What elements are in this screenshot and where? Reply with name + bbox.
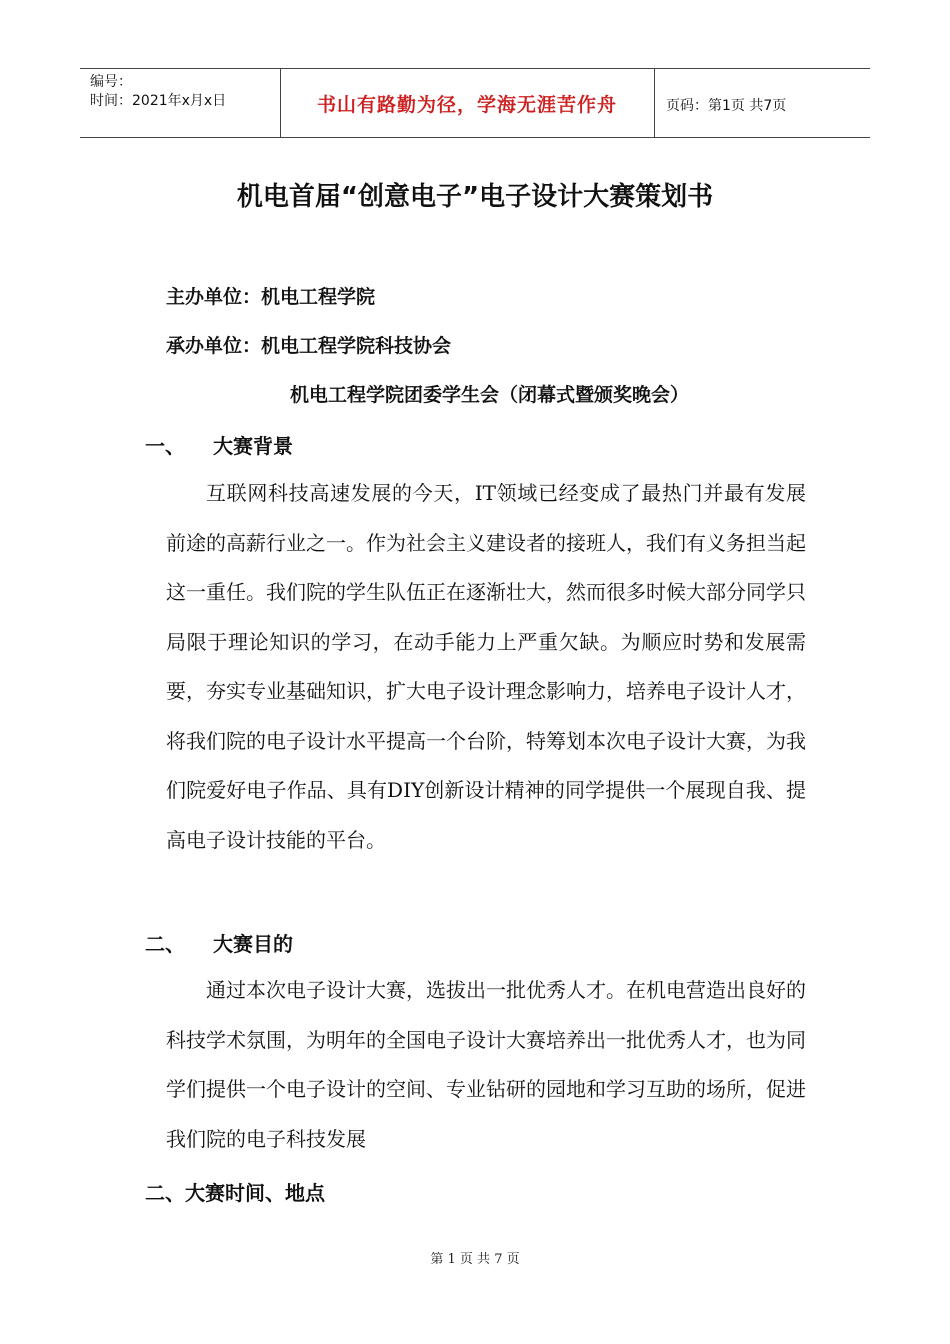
- header-divider: [654, 69, 655, 137]
- page-footer: 第 1 页 共 7 页: [430, 1252, 520, 1267]
- section-number: 二、: [145, 932, 185, 956]
- header-page-info: 页码：第1页 共7页: [666, 98, 787, 114]
- document-time-label: 时间：2021年x月x日: [90, 93, 227, 109]
- document-number-label: 编号：: [90, 74, 132, 90]
- section-title: 大赛目的: [213, 932, 293, 956]
- host-organizer: 主办单位：机电工程学院: [166, 286, 376, 308]
- section-body-background: 互联网科技高速发展的今天，IT领域已经变成了最热门并最有发展前途的高薪行业之一。作为社会主义建设者的接班人，我们有义务担当起这一重任。我们院的学生队伍正在逐渐壮大，然而很多时候大部分同学只局限于理论知识的学习，在动手能力上严重欠缺。为顺应时势和发展需要，夯实专业基础知识，扩大电子设计理念影响力，培养电子设计人才，将我们院的电子设计水平提高一个台阶，特筹划本次电子设计大赛，为我们院爱好电子作品、具有DIY创新设计精神的同学提供一个展现自我、提高电子设计技能的平台。: [166, 481, 806, 852]
- section-body-purpose: 通过本次电子设计大赛，选拔出一批优秀人才。在机电营造出良好的科技学术氛围，为明年的全国电子设计大赛培养出一批优秀人才，也为同学们提供一个电子设计的空间、专业钻研的园地和学习互助的场所，促进我们院的电子科技发展: [166, 978, 806, 1151]
- co-host-organizer-2: 机电工程学院团委学生会（闭幕式暨颁奖晚会）: [290, 384, 690, 406]
- header-meta: [90, 73, 226, 111]
- section-heading-background: [145, 430, 293, 459]
- co-host-organizer: 承办单位：机电工程学院科技协会: [166, 335, 452, 357]
- section-heading-purpose: [145, 928, 293, 957]
- section-title: 大赛背景: [213, 434, 293, 458]
- section-heading-time-place: 二、大赛时间、地点: [145, 1181, 325, 1205]
- document-title: 机电首届“创意电子”电子设计大赛策划书: [236, 182, 714, 212]
- header-motto: 书山有路勤为径，学海无涯苦作舟: [316, 93, 617, 116]
- page-header-table: [80, 68, 870, 138]
- section-number: 一、: [145, 434, 185, 458]
